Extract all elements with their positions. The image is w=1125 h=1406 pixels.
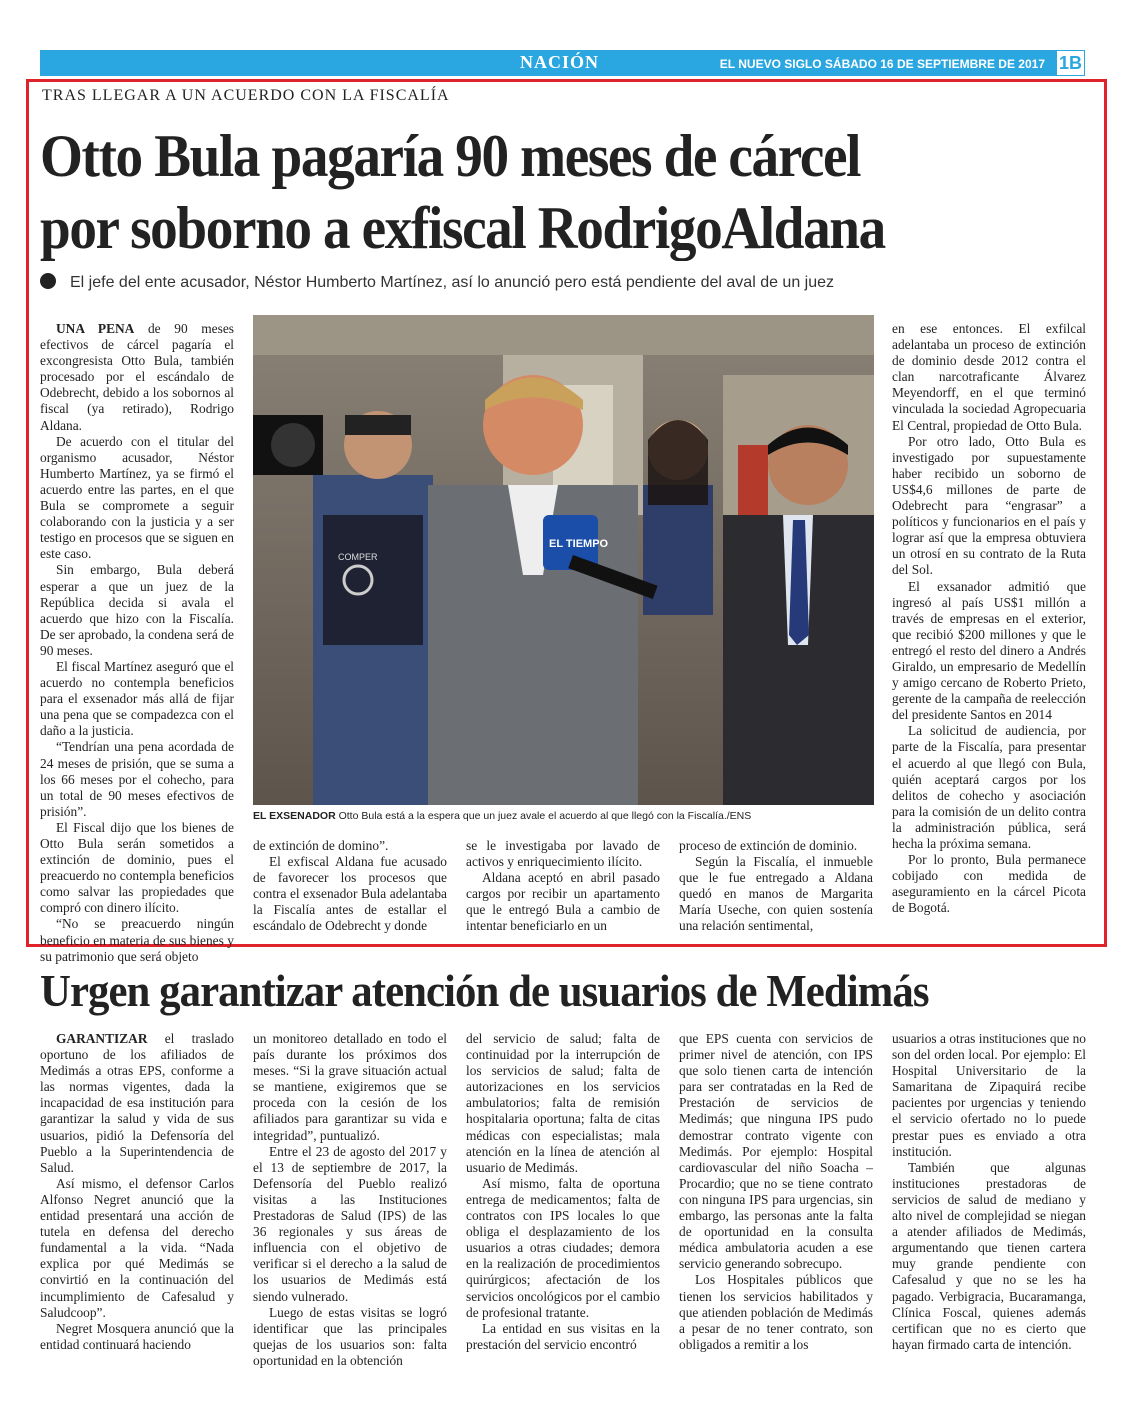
paragraph: Luego de estas visitas se logró identificar que las principales quejas de los usuarios son: falta oportunidad en la obtención bbox=[253, 1304, 447, 1368]
caption-text: Otto Bula está a la espera que un juez avale el acuerdo al que llegó con la Fiscalía./ENS bbox=[338, 810, 752, 822]
paragraph: “No se preacuerdo ningún beneficio en materia de sus bienes y su patrimonio que será objeto bbox=[40, 916, 234, 964]
headline-line-1: Otto Bula pagaría 90 meses de cárcel bbox=[40, 123, 861, 189]
vest-badge-text: COMPER bbox=[338, 552, 378, 562]
lead-in: UNA PENA bbox=[56, 321, 135, 336]
paragraph: El Fiscal dijo que los bienes de Otto Bula serán sometidos a extinción de dominio, pues el preacuerdo no contempla beneficios como salvar las propiedades que compró con dinero ilícito. bbox=[40, 819, 234, 916]
article2-headline: Urgen garantizar atención de usuarios de Medimás bbox=[40, 965, 929, 1016]
photo-caption bbox=[253, 810, 874, 822]
paragraph: UNA PENA de 90 meses efectivos de cárcel pagaría el excongresista Otto Bula, también procesado por el escándalo de Odebrecht, debido a los sobornos al fiscal (ya retirado), Rodrigo Aldana. bbox=[40, 321, 234, 433]
microphone-label: EL TIEMPO bbox=[549, 538, 609, 550]
paragraph: “Tendrían una pena acordada de 24 meses de prisión, que se suma a los 66 meses por el cohecho, para un total de 90 meses efectivos de prisión”. bbox=[40, 739, 234, 819]
article-headline bbox=[40, 120, 1006, 264]
headline-line-2: por soborno a exfiscal RodrigoAldana bbox=[40, 195, 885, 261]
paragraph: usuarios a otras instituciones que no son del orden local. Por ejemplo: El Hospital Universitario de la Samaritana de Zipaquirá recibe pacientes por urgencias y teniendo el servicio ofertado no lo puede prestar pues es enviado a otra institución. bbox=[892, 1031, 1086, 1159]
article-kicker: TRAS LLEGAR A UN ACUERDO CON LA FISCALÍA bbox=[42, 87, 450, 104]
paragraph: proceso de extinción de dominio. bbox=[679, 838, 858, 853]
paragraph: Así mismo, falta de oportuna entrega de medicamentos; falta de contratos con IPS locales lo que obliga el desplazamiento de los usuarios a otras ciudades; demora en la realización de procedimientos quirúrgicos; afectación de los servicios oncológicos por el cambio de profesional tratante. bbox=[466, 1175, 660, 1320]
paragraph: Sin embargo, Bula deberá esperar a que un juez de la República decida si avala el acuerdo que hizo con la Fiscalía. De ser aprobado, la condena será de 90 meses. bbox=[40, 562, 234, 658]
paragraph: Aldana aceptó en abril pasado cargos por recibir un apartamento que le entregó Bula a cambio de intentar beneficiarlo en un bbox=[466, 870, 660, 934]
date-line: EL NUEVO SIGLO SÁBADO 16 DE SEPTIEMBRE DE 2017 bbox=[719, 57, 1045, 71]
article2-column-4 bbox=[679, 1031, 873, 1353]
paragraph: que EPS cuenta con servicios de primer nivel de atención, con IPS que solo tienen carta de intención para ser contratadas en la Red de Prestación de servicios de Medimás; que ninguna IPS pudo demostrar contrato vigente con Medimás. Por ejemplo: Hospital cardiovascular del niño Soacha – Procardio; que no se tiene contrato con ninguna IPS para urgencias, sin embargo, las personas ante la falta de oportunidad en la consulta médica ambulatoria acuden a ese servicio generando sobrecupo. bbox=[679, 1031, 873, 1272]
lead-in: GARANTIZAR bbox=[56, 1031, 148, 1046]
paragraph: del servicio de salud; falta de continuidad por la interrupción de los servicios de salud; falta de autorizaciones en los servicios ambulatorios; falta de remisión hospitalaria oportuna; falta de citas médicas con especialistas; mala atención en la línea de atención al usuario de Medimás. bbox=[466, 1031, 660, 1175]
article-subhead bbox=[40, 273, 834, 292]
article2-column-5 bbox=[892, 1031, 1086, 1353]
paragraph: También que algunas instituciones prestadoras de servicios de salud de mediano y alto nivel de complejidad se niegan a atender afiliados de Medimás, argumentando que tienen cartera muy grande pendiente con Cafesalud y que no se les ha pagado. Verbigracia, Bucaramanga, Clínica Foscal, quienes además certifican que no es cierto que hayan firmado carta de intención. bbox=[892, 1159, 1086, 1352]
subhead-text: El jefe del ente acusador, Néstor Humberto Martínez, así lo anunció pero está pendiente del aval de un juez bbox=[70, 274, 835, 291]
paragraph: un monitoreo detallado en todo el país durante los próximos dos meses. “Si la grave situación actual se mantiene, exigiremos que se proceda con la cesión de los afiliados para garantizar su vida e integridad”, puntualizó. bbox=[253, 1031, 447, 1143]
paragraph: GARANTIZAR el traslado oportuno de los afiliados de Medimás a otras EPS, conforme a las normas vigentes, dada la incapacidad de esa institución para garantizar la salud y vida de sus usuarios, pidió la Defensoría del Pueblo a la Superintendencia de Salud. bbox=[40, 1031, 234, 1175]
paragraph: Los Hospitales públicos que tienen los servicios habilitados y que atienden población de Medimás a pesar de no tener contrato, son obligados a remitir a los bbox=[679, 1272, 873, 1352]
bullet-icon bbox=[40, 273, 56, 289]
paragraph: Por lo pronto, Bula permanece cobijado con medida de aseguramiento en la cárcel Picota de Bogotá. bbox=[892, 852, 1086, 916]
paragraph: en ese entonces. El exfilcal adelantaba un proceso de extinción de dominio desde 2012 contra el clan narcotraficante Álvarez Meyendorff, en el que terminó vinculada la sociedad Agropecuaria El Central, propiedad de Otto Bula. bbox=[892, 321, 1086, 433]
caption-label: EL EXSENADOR bbox=[253, 810, 336, 822]
paragraph: El exfiscal Aldana fue acusado de favorecer los procesos que contra el exsenador Bula adelantaba la Fiscalía antes de estallar el escándalo de Odebrecht y donde bbox=[253, 854, 447, 934]
paragraph: Según la Fiscalía, el inmueble que le fue entregado a Aldana quedó en manos de Margarita María Useche, con quien sostenía una relación sentimental, bbox=[679, 854, 873, 934]
article1-column-4 bbox=[679, 838, 873, 935]
article2-column-2 bbox=[253, 1031, 447, 1369]
paragraph: Negret Mosquera anunció que la entidad continuará haciendo bbox=[40, 1320, 234, 1352]
news-photo bbox=[253, 315, 874, 805]
paragraph: La entidad en sus visitas en la prestación del servicio encontró bbox=[466, 1320, 660, 1352]
paragraph: La solicitud de audiencia, por parte de la Fiscalía, para presentar el acuerdo al que llegó con Bula, quién aceptará cargos por los delitos de cohecho y asociación para la comisión de un delito contra la administración pública, será hecha la próxima semana. bbox=[892, 723, 1086, 851]
article2-column-3 bbox=[466, 1031, 660, 1353]
article2-column-1 bbox=[40, 1031, 234, 1353]
page-number: 1B bbox=[1059, 53, 1083, 73]
page-number-box bbox=[1056, 50, 1085, 76]
paragraph: El fiscal Martínez aseguró que el acuerdo no contempla beneficios para el exsenador más allá de fijar una pena que se compadezca con el daño a la justicia. bbox=[40, 658, 234, 739]
paragraph: De acuerdo con el titular del organismo acusador, Néstor Humberto Martínez, ya se firmó el acuerdo entre las partes, en el que Bula se compromete a seguir colaborando con la justicia y a ser testigo en procesos que se siguen en este caso. bbox=[40, 433, 234, 562]
photo-illustration bbox=[253, 315, 874, 805]
article1-column-3 bbox=[466, 838, 660, 935]
paragraph: Entre el 23 de agosto del 2017 y el 13 de septiembre de 2017, la Defensoría del Pueblo realizó visitas a las Instituciones Prestadoras de Salud (IPS) de las 36 regionales y sus áreas de influencia con el objetivo de verificar si el derecho a la salud de los usuarios de Medimás está siendo vulnerado. bbox=[253, 1143, 447, 1304]
article1-column-5 bbox=[892, 321, 1086, 916]
paragraph: de extinción de domino”. bbox=[253, 838, 389, 853]
paragraph: Así mismo, el defensor Carlos Alfonso Negret anunció que la entidad presentará una acción de tutela en defensa del derecho fundamental a la vida. “Nada explica por qué Medimás se convirtió en la continuación del incumplimiento de Cafesalud y Saludcoop”. bbox=[40, 1175, 234, 1320]
paragraph: El exsanador admitió que ingresó al país US$1 millón a través de empresas en el exterior, que recibió $200 millones y que le entregó el resto del dinero a Andrés Giraldo, un empresario de Medellín y amigo cercano de Roberto Prieto, gerente de la campaña de reelección del presidente Santos en 2014 bbox=[892, 578, 1086, 723]
section-name: NACIÓN bbox=[520, 52, 600, 72]
article1-column-2 bbox=[253, 838, 447, 935]
paragraph: se le investigaba por lavado de activos y enriquecimiento ilícito. bbox=[466, 838, 660, 870]
article1-column-1 bbox=[40, 321, 234, 965]
paragraph: Por otro lado, Otto Bula es investigado por supuestamente haber recibido un soborno de US$4,6 millones de parte de Odebrecht para “engrasar” a políticos y funcionarios en el país y lograr así que la empresa obtuviera un otrosí en su contrato de la Ruta del Sol. bbox=[892, 433, 1086, 578]
